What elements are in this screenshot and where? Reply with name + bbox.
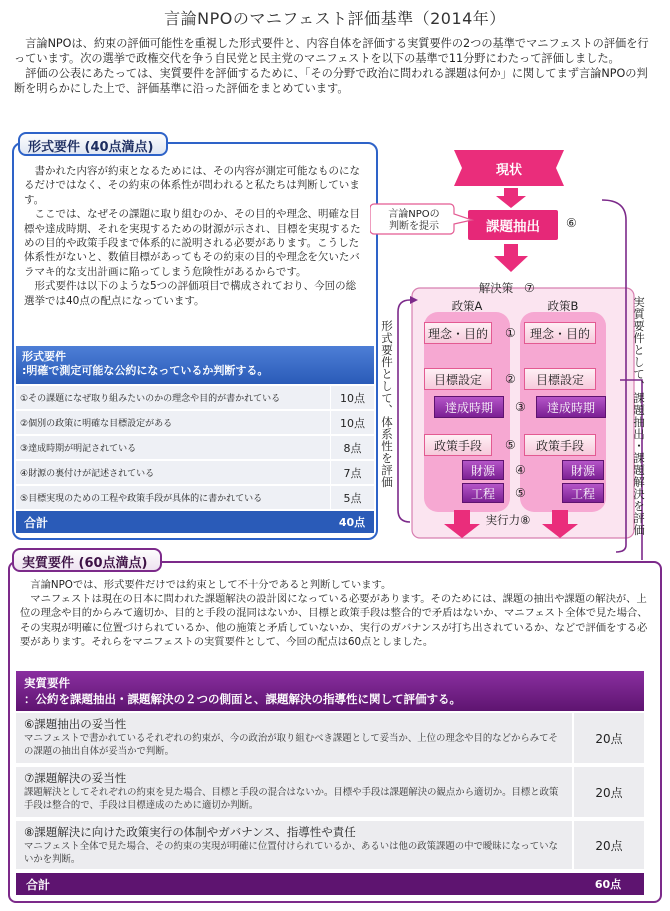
substance-total-label: 合計 (26, 877, 51, 892)
substance-total-row (16, 873, 644, 895)
substance-paragraph: 言論NPOでは、形式要件だけでは約束として不十分であると判断しています。 (30, 579, 392, 591)
goal-number: ② (505, 372, 516, 386)
form-total-points: 40点 (338, 516, 366, 529)
form-table-row (16, 461, 374, 485)
policy-a-period: 達成時期 (434, 396, 504, 418)
substance-total-points: 60点 (594, 878, 622, 891)
substance-criterion-name: ⑥課題抽出の妥当性 (24, 717, 127, 731)
page-title: 言論NPOのマニフェスト評価基準（2014年） (164, 9, 506, 28)
form-table-row (16, 386, 374, 410)
substance-paragraph: マニフェストは現在の日本に問われた課題解決の設計図になっている必要があります。そのためには、課題の抽出や課題の解決が、上位の理念や目的からみて適切か、目的と手段の混同はないか、目標と政策手段は整合的で矛盾はないか、マニフェスト全体で見た場合、その実現が明確に位置づけられているか、他の施策と矛盾していないか、実行のガバナンスが打ち出されているか、などで評価をする必要があります。それらをマニフェストの実質要件として、今回の配点は60点としました。 (20, 593, 648, 648)
arrow-down-icon (494, 244, 528, 272)
substance-table-heading: 実質要件 ：公約を課題抽出・課題解決の２つの側面と、課題解決の指導性に関して評価する。 (16, 671, 644, 711)
extraction-label: 課題抽出 (486, 219, 540, 235)
policy-b-idea: 理念・目的 (524, 322, 596, 344)
substance-criterion-description: 課題解決としてそれぞれの約束を見た場合、目標と手段の混合はないか。目標や手段は課題解決の観点から適切か。目標と政策手段は整合的で、手段は目標達成のために適切か判断。 (24, 787, 559, 811)
process-number: ⑤ (515, 486, 526, 500)
substance-points: 20点 (572, 821, 644, 869)
form-criterion: ①その課題になぜ取り組みたいのかの理念や目的が書かれている (20, 394, 281, 404)
form-points: 5点 (330, 486, 374, 509)
form-points: 7点 (330, 461, 374, 484)
substance-evaluation-vertical-label: 実質要件として、課題抽出・課題解決を評価 (632, 296, 646, 536)
form-total-row (16, 511, 374, 533)
form-requirements-text (24, 164, 364, 308)
extraction-number: ⑥ (566, 216, 577, 230)
form-points: 10点 (330, 386, 374, 409)
policy-b-label: 政策B (547, 299, 579, 313)
policy-a-process: 工程 (462, 483, 504, 503)
policy-b-goal: 目標設定 (524, 368, 596, 390)
substance-criterion-name: ⑦課題解決の妥当性 (24, 771, 127, 785)
form-requirements-heading: 形式要件 (40点満点) (18, 132, 168, 156)
substance-criterion-name: ⑧課題解決に向けた政策実行の体制やガバナンス、指導性や責任 (24, 825, 356, 839)
status-label: 現状 (495, 162, 522, 178)
substance-table-row (16, 821, 644, 871)
substance-points: 20点 (572, 713, 644, 763)
funding-number: ④ (515, 463, 526, 477)
policy-a-goal: 目標設定 (424, 368, 492, 390)
form-points: 10点 (330, 411, 374, 434)
policy-b-funding: 財源 (562, 460, 604, 480)
form-table-row (16, 411, 374, 435)
arrow-down-icon (496, 188, 526, 208)
means-number: ⑤ (505, 438, 516, 452)
policy-a-idea: 理念・目的 (424, 322, 492, 344)
intro-text (14, 36, 654, 96)
form-table-heading: 形式要件 :明確で測定可能な公約になっているか判断する。 (16, 346, 374, 384)
execution-label: 実行力⑧ (485, 513, 531, 527)
policy-b-process: 工程 (562, 483, 604, 503)
policy-a-funding: 財源 (462, 460, 504, 480)
form-criterion: ⑤目標実現のための工程や政策手段が具体的に書かれている (20, 494, 263, 504)
substance-requirements-heading: 実質要件 (60点満点) (12, 548, 162, 572)
form-table-row (16, 486, 374, 510)
form-evaluation-vertical-label: 形式要件として、体系性を評価 (380, 320, 394, 488)
idea-number: ① (505, 326, 516, 340)
form-paragraph: 形式要件は以下のような5つの評価項目で構成されており、今回の総選挙では40点の配点になっています。 (24, 280, 357, 307)
solution-number: ⑦ (524, 281, 535, 295)
form-total-label: 合計 (24, 515, 49, 530)
policy-a-label: 政策A (451, 299, 483, 313)
solution-label: 解決策 (478, 281, 514, 295)
left-bracket (398, 300, 410, 522)
intro-paragraph: 言論NPOは、約束の評価可能性を重視した形式要件と、内容自体を評価する実質要件の2つの基準でマニフェストの評価を行っています。次の選挙で政権交代を争う自民党と民主党のマニフェストを以下の基準で11分野にわたって評価しました。 (14, 37, 649, 65)
callout-label: 言論NPOの 判断を提示 (388, 209, 440, 232)
policy-a-means: 政策手段 (424, 434, 492, 456)
form-criterion: ④財源の裏付けが記述されている (20, 469, 155, 479)
form-points: 8点 (330, 436, 374, 459)
policy-b-means: 政策手段 (524, 434, 596, 456)
substance-points: 20点 (572, 767, 644, 817)
substance-requirements-text (20, 578, 652, 649)
substance-table-row (16, 713, 644, 765)
form-criterion: ②個別の政策に明確な目標設定がある (20, 419, 173, 429)
form-paragraph: 書かれた内容が約束となるためには、その内容が測定可能なものになるだけではなく、その約束の体系性が問われると私たちは判断しています。 (24, 165, 360, 206)
intro-paragraph: 評価の公表にあたっては、実質要件を評価するために、「その分野で政治に問われる課題は何か」に関してまず言論NPOの判断を明らかにした上で、評価基準に沿った評価をまとめています。 (14, 67, 648, 95)
period-number: ③ (515, 400, 526, 414)
substance-criterion-description: マニフェスト全体で見た場合、その約束の実現が明確に位置付けられているか、あるいは他の政策課題の中で曖昧になっていないかを判断。 (24, 841, 558, 865)
form-criterion: ③達成時期が明記されている (20, 444, 137, 454)
form-paragraph: ここでは、なぜその課題に取り組むのか、その目的や理念、明確な目標や達成時期、それを実現するための財源が示され、目標を実現するための目的や政策手段まで体系的に説明される必要があります。こうした体系性がないと、数値目標があってもその約束の目的や理念を欠いたバラマキ的な支出計画に陥ってしまう危険性があるからです。 (24, 208, 361, 278)
policy-b-period: 達成時期 (536, 396, 606, 418)
substance-criterion-description: マニフェストで書かれているそれぞれの約束が、今の政治が取り組むべき課題として妥当か、上位の理念や目的などからみてその課題の抽出自体が妥当かで判断。 (24, 733, 558, 757)
form-table-row (16, 436, 374, 460)
substance-table-row (16, 767, 644, 819)
